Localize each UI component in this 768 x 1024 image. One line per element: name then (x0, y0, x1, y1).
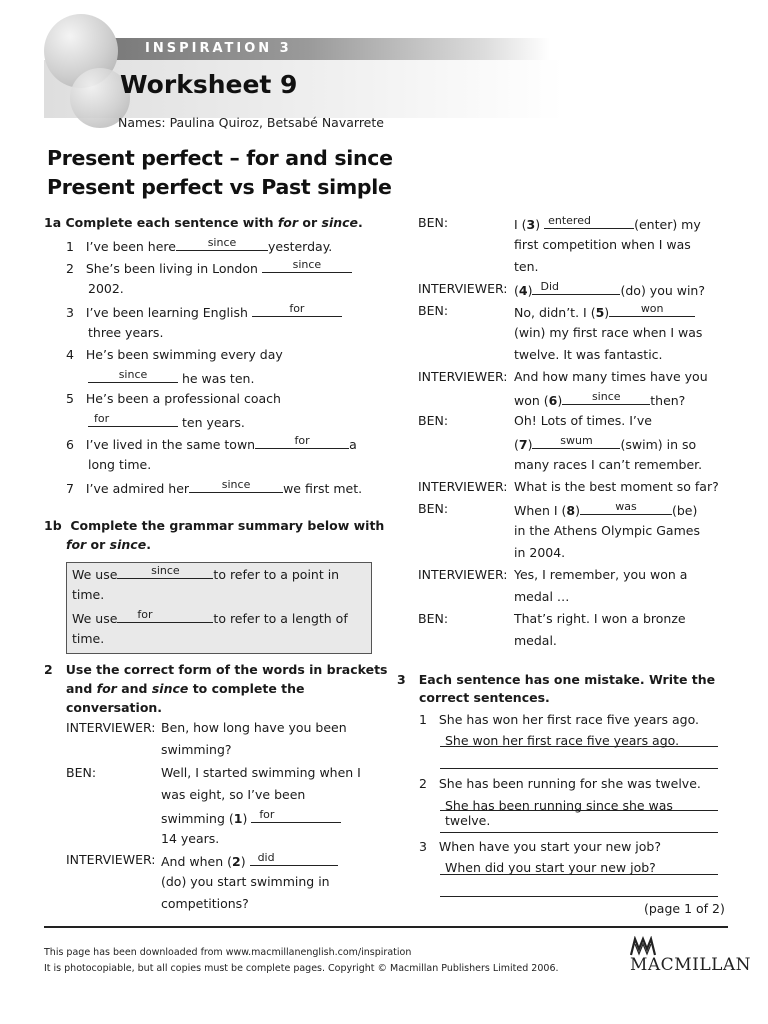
answer-blank[interactable]: since (262, 259, 352, 273)
ex1a-item-cont: three years. (88, 325, 164, 340)
dialogue-line: (do) you start swimming in (161, 874, 330, 889)
dialogue-line: twelve. It was fantastic. (514, 347, 663, 362)
ex1b-instruction: 1b Complete the grammar summary below with (44, 518, 385, 533)
ex1a-item: 4 He’s been swimming every day (66, 347, 283, 362)
dialogue-line: first competition when I was (514, 237, 691, 252)
speaker-interviewer: INTERVIEWER: (418, 479, 508, 494)
summary-line-cont: time. (72, 587, 105, 602)
ex3-answer[interactable]: When did you start your new job? (445, 860, 656, 875)
dialogue-line: won (6) since then? (514, 390, 686, 408)
dialogue-line: (4) Did (do) you win? (514, 280, 705, 298)
answer-blank[interactable]: swum (532, 435, 620, 449)
answer-blank[interactable]: since (88, 369, 178, 383)
dialogue-line: I (3) entered (enter) my (514, 214, 701, 232)
ex3-answer-cont[interactable]: twelve. (445, 813, 491, 828)
main-title-line2: Present perfect vs Past simple (47, 175, 392, 199)
dialogue-line: What is the best moment so far? (514, 479, 719, 494)
macmillan-logo: MACMILLAN (630, 955, 752, 975)
ex3-question: 3 When have you start your new job? (419, 839, 661, 854)
ex2-instruction-cont: and for and since to complete the (66, 681, 305, 696)
student-names: Names: Paulina Quiroz, Betsabé Navarrete (118, 115, 384, 130)
dialogue-line: ten. (514, 259, 539, 274)
answer-blank[interactable]: since (117, 565, 213, 579)
dialogue-line: Oh! Lots of times. I’ve (514, 413, 652, 428)
answer-blank[interactable]: since (562, 391, 650, 405)
dialogue-line: competitions? (161, 896, 249, 911)
speaker-interviewer: INTERVIEWER: (418, 281, 508, 296)
dialogue-line: That’s right. I won a bronze (514, 611, 686, 626)
dialogue-line: in 2004. (514, 545, 566, 560)
speaker-interviewer: INTERVIEWER: (418, 369, 508, 384)
ex1a-item-cont: 2002. (88, 281, 124, 296)
speaker-ben: BEN: (418, 215, 449, 230)
ex1a-item: 5 He’s been a professional coach (66, 391, 281, 406)
answer-blank[interactable]: since (176, 237, 268, 251)
answer-blank[interactable]: for (252, 303, 342, 317)
ex1a-item-cont: long time. (88, 457, 152, 472)
dialogue-line: was eight, so I’ve been (161, 787, 306, 802)
dialogue-line: in the Athens Olympic Games (514, 523, 700, 538)
answer-line (440, 896, 718, 897)
answer-blank[interactable]: since (189, 479, 283, 493)
summary-line-cont: time. (72, 631, 105, 646)
answer-line (440, 810, 718, 811)
ex1a-item-cont: for ten years. (88, 413, 245, 430)
dialogue-line: 14 years. (161, 831, 220, 846)
page-indicator: (page 1 of 2) (644, 901, 725, 916)
answer-line (440, 768, 718, 769)
dialogue-line: many races I can’t remember. (514, 457, 703, 472)
dialogue-line: swimming (1) for (161, 809, 341, 826)
answer-line (440, 832, 718, 833)
dialogue-line: swimming? (161, 742, 232, 757)
ex1a-item: 3 I’ve been learning English for (66, 303, 342, 320)
answer-blank[interactable]: won (609, 303, 695, 317)
answer-line (440, 874, 718, 875)
speaker-ben: BEN: (418, 413, 449, 428)
dialogue-line: Ben, how long have you been (161, 720, 347, 735)
answer-blank[interactable]: for (117, 609, 213, 623)
footer-copyright: It is photocopiable, but all copies must be complete pages. Copyright © Macmillan Publishers Limited 2006. (44, 963, 559, 974)
speaker-ben: BEN: (418, 501, 449, 516)
answer-blank[interactable]: was (580, 501, 672, 515)
worksheet-title: Worksheet 9 (120, 70, 298, 99)
ex3-question: 1 She has won her first race five years ago. (419, 712, 699, 727)
ex3-answer[interactable]: She won her first race five years ago. (445, 733, 680, 748)
dialogue-line: When I (8) was (be) (514, 500, 698, 518)
speaker-interviewer: INTERVIEWER: (66, 720, 156, 735)
answer-blank[interactable]: Did (532, 281, 620, 295)
answer-blank[interactable]: for (88, 413, 178, 427)
dialogue-line: Well, I started swimming when I (161, 765, 361, 780)
ex1a-item: 2 She’s been living in London since (66, 259, 352, 276)
dialogue-line: And how many times have you (514, 369, 708, 384)
dialogue-line: (7) swum (swim) in so (514, 434, 697, 452)
answer-blank[interactable]: for (251, 809, 341, 823)
ex3-instruction: 3 Each sentence has one mistake. Write the (397, 672, 716, 687)
macmillan-logo-icon (630, 936, 656, 956)
dialogue-line: medal … (514, 589, 570, 604)
dialogue-line: (win) my first race when I was (514, 325, 703, 340)
answer-blank[interactable]: did (250, 852, 338, 866)
ex2-instruction: 2 Use the correct form of the words in brackets (44, 662, 388, 677)
speaker-ben: BEN: (418, 303, 449, 318)
series-label: INSPIRATION 3 (145, 41, 292, 56)
ex1a-item: 7 I’ve admired her since we first met. (66, 478, 363, 496)
ex1a-item: 6 I’ve lived in the same town for a (66, 434, 357, 452)
ex3-answer[interactable]: She has been running since she was (445, 798, 673, 813)
ex3-question: 2 She has been running for she was twelve. (419, 776, 701, 791)
ex1a-item-cont: since he was ten. (88, 369, 254, 386)
dialogue-line: medal. (514, 633, 557, 648)
dialogue-line: Yes, I remember, you won a (514, 567, 688, 582)
speaker-ben: BEN: (66, 765, 97, 780)
ex1a-item: 1 I’ve been here since yesterday. (66, 236, 333, 254)
speaker-interviewer: INTERVIEWER: (66, 852, 156, 867)
speaker-ben: BEN: (418, 611, 449, 626)
ex2-instruction-cont: conversation. (66, 700, 163, 715)
ex1b-instruction-cont: for or since. (66, 537, 151, 552)
summary-line: We use since to refer to a point in (72, 564, 340, 582)
speaker-interviewer: INTERVIEWER: (418, 567, 508, 582)
dialogue-line: No, didn’t. I (5) won (514, 303, 695, 320)
main-title-line1: Present perfect – for and since (47, 146, 393, 170)
ex3-instruction-cont: correct sentences. (419, 690, 550, 705)
answer-blank[interactable]: entered (544, 215, 634, 229)
dialogue-line: And when (2) did (161, 852, 338, 869)
ex1a-instruction: 1a Complete each sentence with for or since. (44, 215, 363, 230)
summary-line: We use for to refer to a length of (72, 608, 348, 626)
answer-line (440, 746, 718, 747)
footer-rule (44, 926, 728, 928)
answer-blank[interactable]: for (255, 435, 349, 449)
footer-download-note: This page has been downloaded from www.macmillanenglish.com/inspiration (44, 947, 412, 958)
